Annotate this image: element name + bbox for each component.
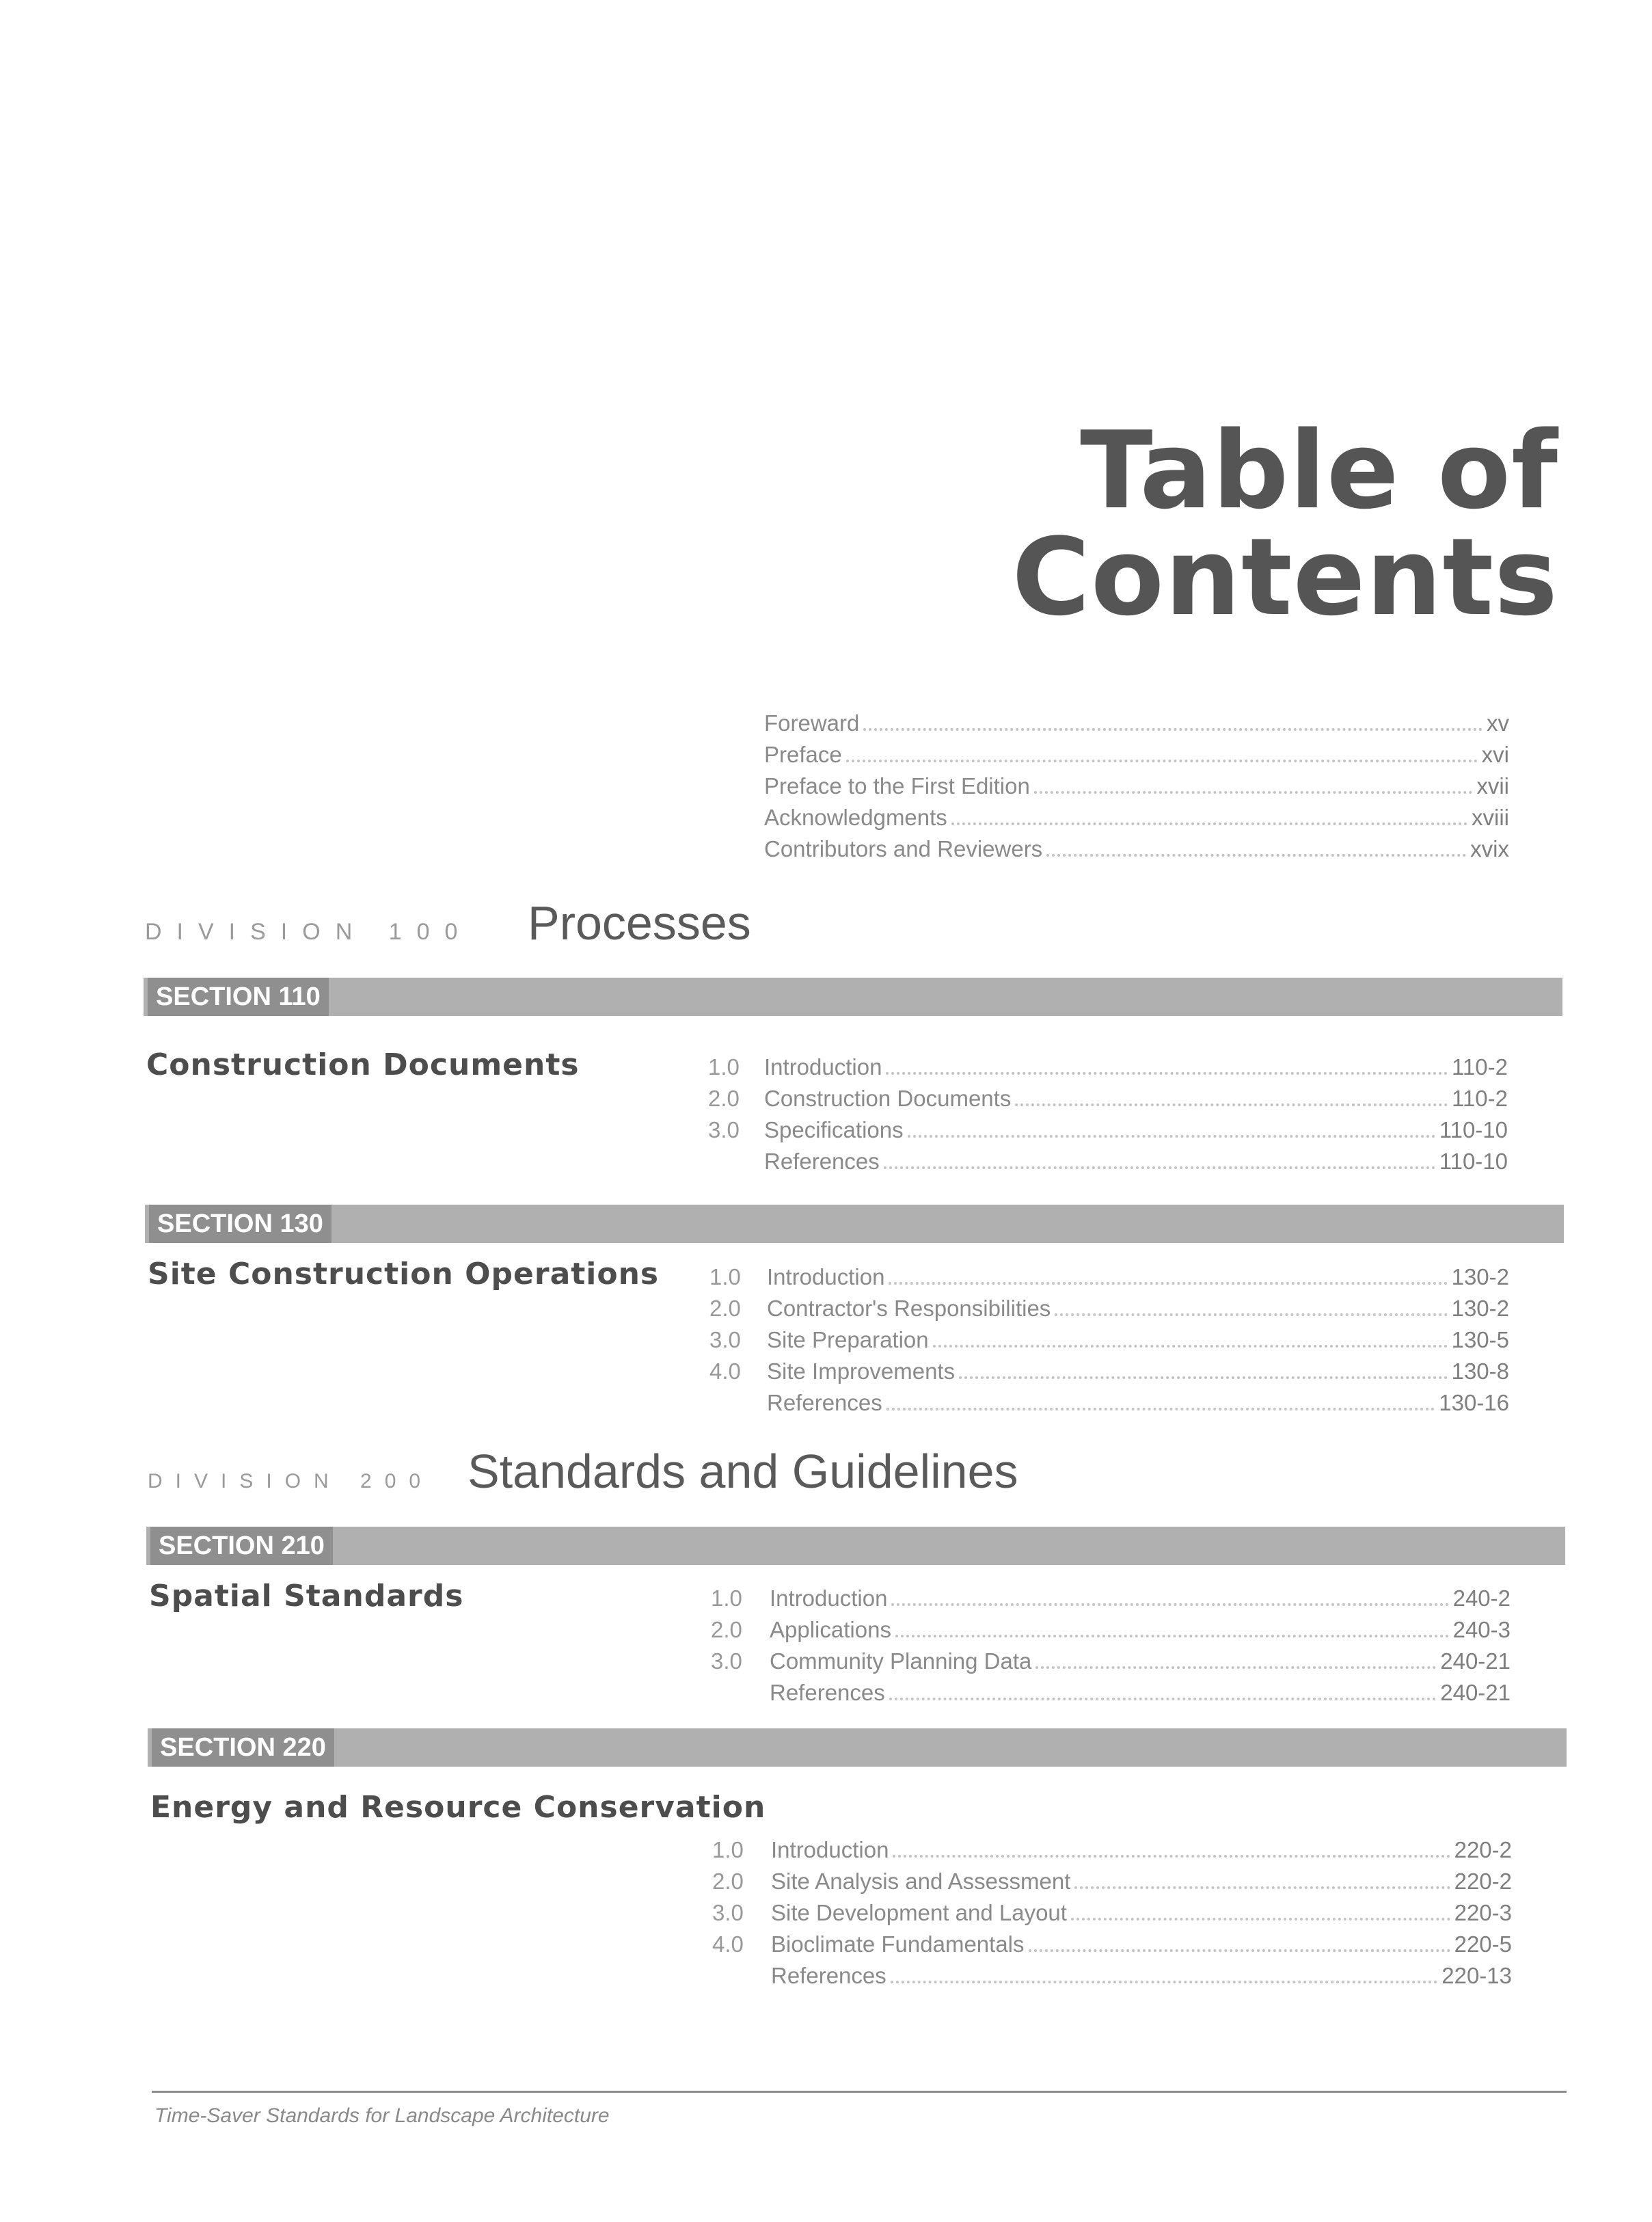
entry-page: 220-5	[1454, 1931, 1512, 1957]
list-item[interactable]	[764, 771, 1509, 802]
entry-page: 130-2	[1451, 1264, 1509, 1289]
entry-page: 240-21	[1440, 1648, 1511, 1674]
division-title: Processes	[528, 896, 751, 950]
section-label: SECTION 110	[148, 978, 329, 1016]
leader-dots	[889, 1282, 1447, 1285]
leader-dots	[886, 1072, 1448, 1075]
section-entries	[712, 1834, 1512, 1992]
section-bar	[145, 1205, 1564, 1243]
entry-number: 2.0	[712, 1869, 744, 1894]
section-bar	[146, 1527, 1565, 1565]
list-item[interactable]	[711, 1677, 1511, 1709]
entry-number: 4.0	[709, 1358, 741, 1384]
entry-label: Introduction	[767, 1264, 885, 1289]
footer-rule	[152, 2091, 1567, 2093]
list-item[interactable]	[764, 708, 1509, 739]
entry-label: References	[767, 1390, 882, 1415]
list-item[interactable]	[709, 1293, 1509, 1324]
entry-label: Preface	[764, 742, 842, 767]
entry-label: Bioclimate Fundamentals	[771, 1931, 1025, 1957]
section-bar	[144, 978, 1562, 1016]
division-label: DIVISION 100	[145, 919, 473, 945]
footer-text: Time-Saver Standards for Landscape Architecture	[154, 2104, 610, 2127]
section-label: SECTION 220	[152, 1728, 334, 1767]
leader-dots	[891, 1981, 1437, 1983]
section-label: SECTION 210	[150, 1527, 333, 1565]
entry-page: xviii	[1472, 805, 1509, 830]
entry-page: 220-2	[1454, 1837, 1512, 1862]
entry-label: Introduction	[771, 1837, 889, 1862]
list-item[interactable]	[708, 1083, 1508, 1114]
section-title: Spatial Standards	[149, 1579, 464, 1614]
leader-dots	[1071, 1918, 1450, 1920]
list-item[interactable]	[708, 1052, 1508, 1083]
section-label: SECTION 130	[149, 1205, 331, 1243]
leader-dots	[1074, 1886, 1450, 1889]
entry-number: 1.0	[708, 1054, 740, 1080]
leader-dots	[933, 1345, 1448, 1348]
leader-dots	[959, 1376, 1447, 1379]
entry-label: Foreward	[764, 710, 860, 736]
entry-label: Site Improvements	[767, 1358, 956, 1384]
leader-dots	[846, 760, 1478, 762]
entry-number: 1.0	[712, 1837, 744, 1862]
entry-page: 240-3	[1452, 1617, 1511, 1642]
list-item[interactable]	[708, 1114, 1508, 1146]
leader-dots	[951, 822, 1467, 825]
entry-label: Site Preparation	[767, 1327, 929, 1352]
section-title: Energy and Resource Conservation	[150, 1790, 766, 1825]
list-item[interactable]	[709, 1324, 1509, 1356]
section-entries	[709, 1261, 1509, 1419]
page-title: Table of Contents	[1012, 408, 1558, 639]
front-matter-list	[764, 708, 1509, 865]
list-item[interactable]	[712, 1866, 1512, 1897]
entry-label: Specifications	[764, 1117, 904, 1142]
list-item[interactable]	[712, 1960, 1512, 1992]
list-item[interactable]	[709, 1387, 1509, 1419]
list-item[interactable]	[764, 802, 1509, 833]
list-item[interactable]	[708, 1146, 1508, 1177]
leader-dots	[884, 1166, 1435, 1169]
entry-number: 2.0	[711, 1617, 742, 1642]
entry-label: Site Analysis and Assessment	[771, 1869, 1071, 1894]
entry-page: 240-2	[1452, 1585, 1511, 1611]
section-entries	[708, 1052, 1508, 1177]
list-item[interactable]	[764, 739, 1509, 771]
leader-dots	[891, 1603, 1448, 1606]
leader-dots	[863, 728, 1482, 731]
leader-dots	[1055, 1313, 1447, 1316]
entry-page: 130-8	[1451, 1358, 1509, 1384]
entry-page: 220-13	[1441, 1963, 1512, 1988]
entry-label: Introduction	[764, 1054, 882, 1080]
entry-label: Introduction	[770, 1585, 888, 1611]
entry-label: Site Development and Layout	[771, 1900, 1067, 1925]
list-item[interactable]	[711, 1646, 1511, 1677]
leader-dots	[1034, 791, 1472, 794]
list-item[interactable]	[712, 1897, 1512, 1929]
entry-page: 110-2	[1452, 1086, 1508, 1111]
entry-label: Construction Documents	[764, 1086, 1012, 1111]
entry-label: References	[770, 1680, 885, 1705]
entry-label: Acknowledgments	[764, 805, 947, 830]
entry-number: 1.0	[709, 1264, 741, 1289]
entry-label: Applications	[770, 1617, 891, 1642]
leader-dots	[1035, 1666, 1436, 1669]
entry-number: 1.0	[711, 1585, 742, 1611]
entry-number: 2.0	[708, 1086, 740, 1111]
entry-label: Preface to the First Edition	[764, 773, 1030, 799]
division-title: Standards and Guidelines	[468, 1445, 1018, 1498]
entry-page: 110-10	[1439, 1149, 1508, 1174]
leader-dots	[1015, 1103, 1448, 1106]
entry-number: 3.0	[708, 1117, 740, 1142]
leader-dots	[908, 1135, 1435, 1138]
entry-page: xvi	[1481, 742, 1509, 767]
entry-page: 110-10	[1439, 1117, 1508, 1142]
list-item[interactable]	[712, 1834, 1512, 1866]
list-item[interactable]	[712, 1929, 1512, 1960]
list-item[interactable]	[709, 1261, 1509, 1293]
entry-label: References	[771, 1963, 886, 1988]
section-bar	[148, 1728, 1567, 1767]
entry-page: xvix	[1470, 836, 1509, 861]
list-item[interactable]	[764, 833, 1509, 865]
entry-page: 220-3	[1454, 1900, 1512, 1925]
leader-dots	[893, 1855, 1450, 1858]
entry-page: xvii	[1476, 773, 1509, 799]
division-header	[148, 1444, 1018, 1499]
entry-page: 130-5	[1451, 1327, 1509, 1352]
division-label: DIVISION 200	[148, 1470, 434, 1493]
entry-label: Community Planning Data	[770, 1648, 1032, 1674]
section-entries	[711, 1583, 1511, 1709]
entry-page: 220-2	[1454, 1869, 1512, 1894]
leader-dots	[886, 1408, 1435, 1410]
section-title: Site Construction Operations	[148, 1257, 660, 1291]
section-title: Construction Documents	[146, 1047, 580, 1082]
list-item[interactable]	[711, 1614, 1511, 1646]
list-item[interactable]	[711, 1583, 1511, 1614]
entry-page: xv	[1487, 710, 1509, 736]
division-header	[145, 896, 751, 950]
leader-dots	[1029, 1949, 1450, 1952]
leader-dots	[1046, 854, 1466, 857]
list-item[interactable]	[709, 1356, 1509, 1387]
entry-page: 110-2	[1452, 1054, 1508, 1080]
entry-label: References	[764, 1149, 880, 1174]
entry-number: 2.0	[709, 1296, 741, 1321]
entry-page: 130-16	[1439, 1390, 1509, 1415]
entry-page: 240-21	[1440, 1680, 1511, 1705]
entry-page: 130-2	[1451, 1296, 1509, 1321]
entry-label: Contractor's Responsibilities	[767, 1296, 1051, 1321]
entry-number: 3.0	[709, 1327, 741, 1352]
leader-dots	[895, 1635, 1449, 1637]
entry-number: 4.0	[712, 1931, 744, 1957]
entry-number: 3.0	[712, 1900, 744, 1925]
entry-label: Contributors and Reviewers	[764, 836, 1043, 861]
entry-number: 3.0	[711, 1648, 742, 1674]
leader-dots	[889, 1698, 1436, 1700]
